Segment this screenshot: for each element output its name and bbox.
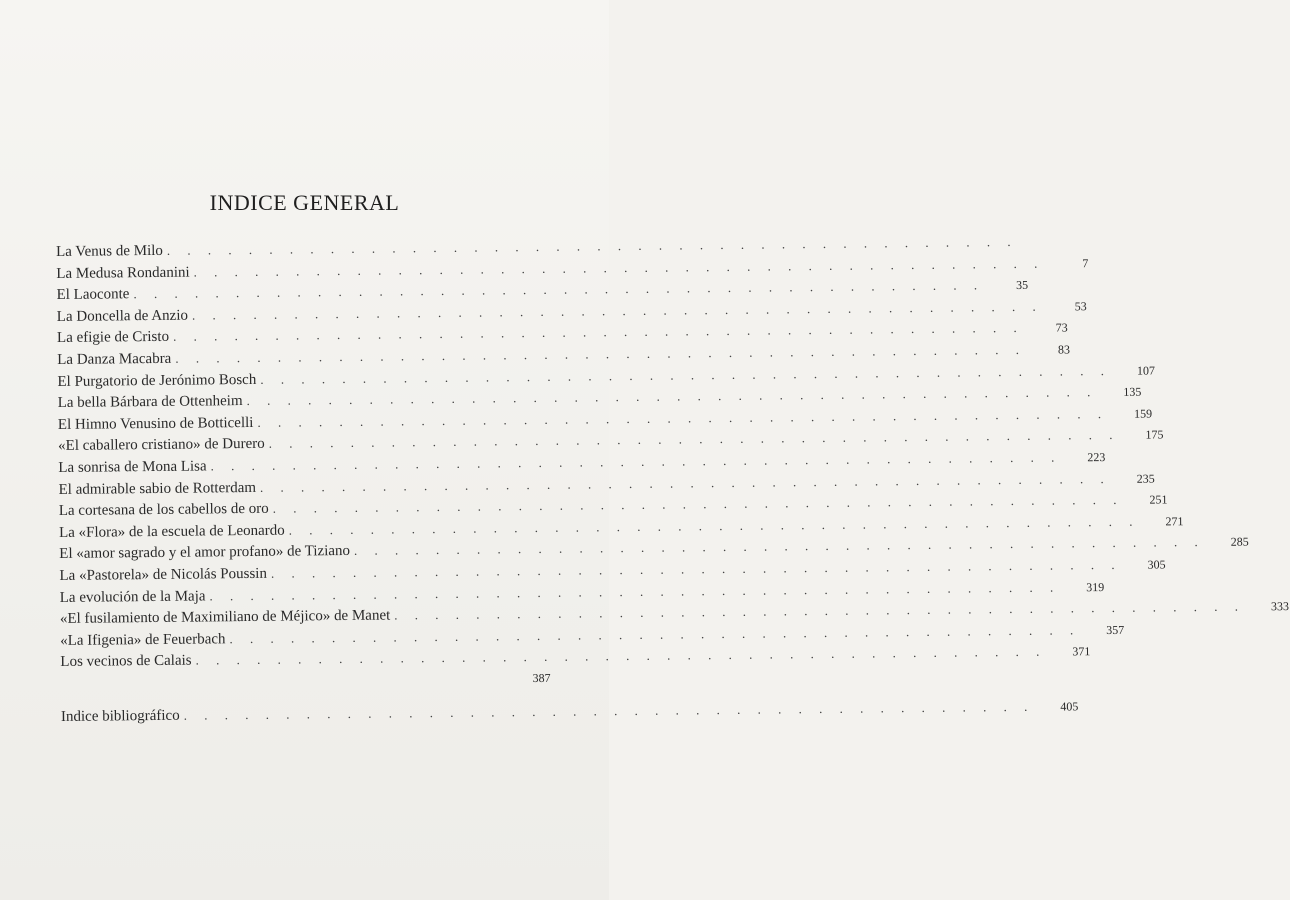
dot-leader: . . . . . . . . . . . . . . . . . . . . . . . . . . . . . . . . . . . . . . . . . . bbox=[191, 298, 1043, 323]
toc-entry-title: El «amor sagrado y el amor profano» de Tiziano bbox=[59, 543, 351, 563]
dot-leader: . . . . . . . . . . . . . . . . . . . . . . . . . . . . . . . . . . . . . . . . . . bbox=[183, 699, 1035, 724]
dot-leader: . . . . . . . . . . . . . . . . . . . . . . . . . . . . . . . . . . . . . . . . . . bbox=[193, 255, 1045, 280]
toc-page-number: 387 bbox=[532, 670, 551, 685]
toc-entry-title: «El caballero cristiano» de Durero bbox=[58, 436, 265, 455]
toc-page-number: 319 bbox=[1086, 579, 1105, 594]
dot-leader: . . . . . . . . . . . . . . . . . . . . . . . . . . . . . . . . . . . . . . . . . . bbox=[210, 449, 1062, 474]
toc-entry-title: La «Pastorela» de Nicolás Poussin bbox=[59, 565, 268, 584]
toc-page-number: 135 bbox=[1123, 384, 1142, 399]
dot-leader: . . . . . . . . . . . . . . . . . . . . . . . . . . . . . . . . . . . . . . . . . . bbox=[260, 362, 1112, 387]
dot-leader: . . . . . . . . . . . . . . . . . . . . . . . . . . . . . . . . . . . . . . . . . . bbox=[229, 621, 1081, 646]
dot-leader: . . . . . . . . . . . . . . . . . . . . . . . . . . . . . . . . . . . . . . . . . . bbox=[268, 427, 1120, 452]
dot-leader: . . . . . . . . . . . . . . . . . . . . . . . . . . . . . . . . . . . . . . . . . . bbox=[259, 470, 1111, 495]
toc-page-number: 285 bbox=[1230, 534, 1249, 550]
dot-leader: . . . . . . . . . . . . . . . . . . . . . . . . . . . . . . . . . . . . . . . . . . bbox=[353, 534, 1205, 559]
toc-entry-title: «La Ifigenia» de Feuerbach bbox=[60, 630, 226, 649]
toc-entry-title: La Medusa Rondanini bbox=[56, 264, 190, 282]
toc-entry-title: La bella Bárbara de Ottenheim bbox=[57, 393, 243, 412]
dot-leader: . . . . . . . . . . . . . . . . . . . . . . . . . . . . . . . . . . . . . . . . . . bbox=[272, 491, 1124, 516]
toc-page-number: 357 bbox=[1106, 622, 1125, 637]
toc-entry-title: La Danza Macabra bbox=[57, 350, 172, 368]
page-title: INDICE GENERAL bbox=[209, 190, 400, 215]
toc-page-number: 405 bbox=[1060, 699, 1079, 714]
toc-entry-title: La cortesana de los cabellos de oro bbox=[58, 500, 269, 520]
dot-leader: . . . . . . . . . . . . . . . . . . . . . . . . . . . . . . . . . . . . . . . . . . bbox=[257, 405, 1109, 430]
toc-entry-title: Indice bibliográfico bbox=[60, 708, 180, 726]
dot-leader: . . . . . . . . . . . . . . . . . . . . . . . . . . . . . . . . . . . . . . . . . . bbox=[270, 556, 1122, 581]
toc-page-number: 7 bbox=[1082, 255, 1089, 270]
table-of-contents bbox=[56, 233, 1290, 731]
toc-page-number: 73 bbox=[1055, 320, 1068, 335]
dot-leader: . . . . . . . . . . . . . . . . . . . . . . . . . . . . . . . . . . . . . . . . . . bbox=[175, 341, 1027, 366]
toc-page-number: 83 bbox=[1057, 342, 1071, 357]
dot-leader: . . . . . . . . . . . . . . . . . . . . . . . . . . . . . . . . . . . . . . . . . . bbox=[133, 277, 985, 302]
dot-leader: . . . . . . . . . . . . . . . . . . . . . . . . . . . . . . . . . . . . . . . . . . bbox=[195, 643, 1047, 668]
toc-entry-title: La evolución de la Maja bbox=[59, 587, 206, 606]
toc-page-number: 235 bbox=[1136, 471, 1155, 486]
toc-page-number: 35 bbox=[1016, 278, 1029, 293]
toc-page-number: 271 bbox=[1165, 513, 1184, 529]
toc-page-number: 251 bbox=[1149, 492, 1168, 507]
toc-page-number: 175 bbox=[1145, 427, 1164, 442]
dot-leader: . . . . . . . . . . . . . . . . . . . . . . . . . . . . . . . . . . . . . . . . . . bbox=[288, 513, 1140, 538]
toc-entry-title: La sonrisa de Mona Lisa bbox=[58, 458, 207, 476]
toc-page-number: 53 bbox=[1074, 298, 1087, 314]
toc-entry-title: «El fusilamiento de Maximiliano de Méjico» de Manet bbox=[59, 607, 391, 628]
toc-entry-title: El Purgatorio de Jerónimo Bosch bbox=[57, 371, 257, 390]
toc-page-number: 159 bbox=[1134, 406, 1153, 421]
toc-page-number: 333 bbox=[1270, 599, 1290, 614]
dot-leader: . . . . . . . . . . . . . . . . . . . . . . . . . . . . . . . . . . . . . . . . . . bbox=[172, 320, 1024, 345]
dot-leader: . . . . . . . . . . . . . . . . . . . . . . . . . . . . . . . . . . . . . . . . . . bbox=[394, 598, 1246, 623]
toc-page-number: 305 bbox=[1147, 557, 1166, 572]
toc-page-number: 107 bbox=[1136, 363, 1156, 378]
toc-entry-title: La «Flora» de la escuela de Leonardo bbox=[58, 522, 285, 541]
dot-leader: . . . . . . . . . . . . . . . . . . . . . . . . . . . . . . . . . . . . . . . . . . bbox=[209, 579, 1061, 603]
toc-entry-title: La Venus de Milo bbox=[56, 242, 163, 260]
toc-page-number: 223 bbox=[1087, 449, 1106, 465]
toc-entry-title: Los vecinos de Calais bbox=[60, 652, 192, 671]
toc-page-number: 371 bbox=[1072, 644, 1091, 659]
dot-leader: . . . . . . . . . . . . . . . . . . . . . . . . . . . . . . . . . . . . . . . . . . bbox=[246, 384, 1098, 409]
toc-entry-title: La Doncella de Anzio bbox=[56, 307, 189, 325]
dot-leader bbox=[65, 682, 507, 687]
toc-row-index bbox=[60, 699, 1079, 731]
dot-leader: . . . . . . . . . . . . . . . . . . . . . . . . . . . . . . . . . . . . . . . . . . bbox=[166, 233, 1018, 258]
toc-entry-title: El admirable sabio de Rotterdam bbox=[58, 479, 257, 498]
toc-entry-title: El Himno Venusino de Botticelli bbox=[57, 414, 254, 433]
toc-entry-title: La efigie de Cristo bbox=[56, 329, 170, 347]
toc-entry-title: El Laoconte bbox=[56, 286, 130, 304]
